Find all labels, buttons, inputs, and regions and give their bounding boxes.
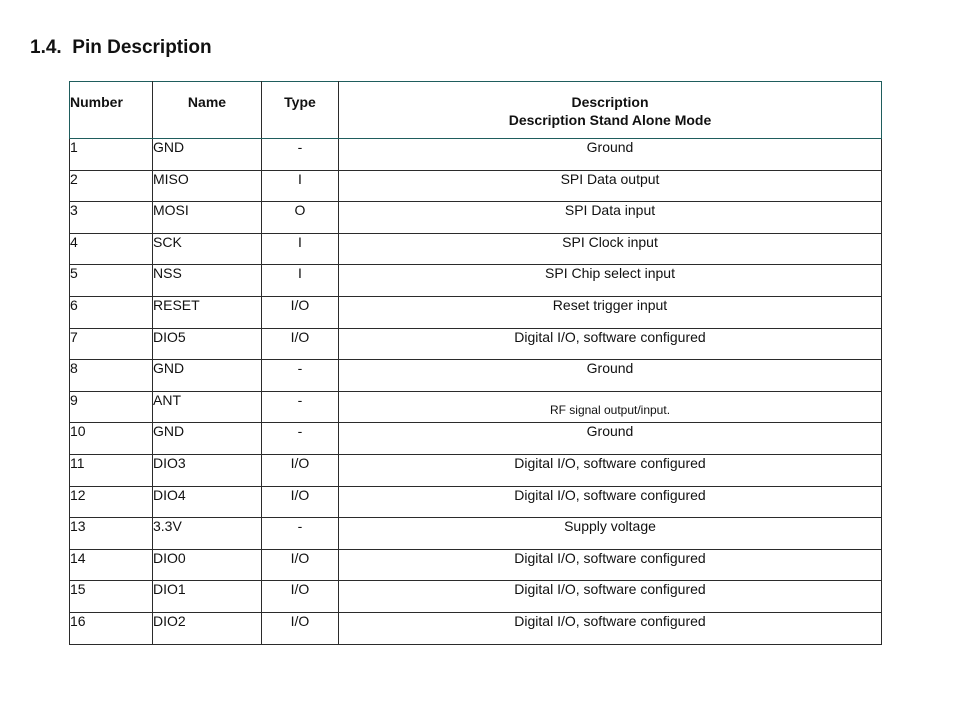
pin-description-cell: Reset trigger input	[339, 296, 882, 328]
pin-name-cell: 3.3V	[153, 518, 262, 550]
pin-description-cell: SPI Chip select input	[339, 265, 882, 297]
pin-name-cell: DIO3	[153, 454, 262, 486]
table-row	[70, 202, 882, 234]
pin-number-cell: 16	[70, 612, 153, 644]
pin-type-cell: I/O	[262, 581, 339, 613]
header-row	[70, 82, 882, 139]
pin-type-cell: -	[262, 360, 339, 392]
table-row	[70, 170, 882, 202]
pin-number-cell: 11	[70, 454, 153, 486]
header-description-subtitle: Description Stand Alone Mode	[508, 112, 712, 128]
pin-number-cell: 8	[70, 360, 153, 392]
pin-number-cell: 3	[70, 202, 153, 234]
pin-name-cell: GND	[153, 360, 262, 392]
pin-type-cell: I/O	[262, 328, 339, 360]
pin-number-cell: 15	[70, 581, 153, 613]
pin-name-cell: GND	[153, 139, 262, 171]
pin-type-cell: I	[262, 170, 339, 202]
pin-name-cell: MOSI	[153, 202, 262, 234]
pin-description-cell: Digital I/O, software configured	[339, 328, 882, 360]
table-row	[70, 423, 882, 455]
header-description	[339, 82, 882, 139]
pin-description-cell: RF signal output/input.	[339, 391, 882, 423]
pin-number-cell: 1	[70, 139, 153, 171]
pin-number-cell: 12	[70, 486, 153, 518]
pin-description-table	[69, 81, 882, 645]
pin-number-cell: 13	[70, 518, 153, 550]
pin-description-cell: SPI Data output	[339, 170, 882, 202]
header-description-title: Description	[571, 94, 649, 110]
pin-type-cell: -	[262, 139, 339, 171]
section-number: 1.4.	[30, 37, 62, 58]
pin-description-cell: Digital I/O, software configured	[339, 486, 882, 518]
pin-type-cell: -	[262, 518, 339, 550]
table-row	[70, 549, 882, 581]
table-row	[70, 265, 882, 297]
pin-type-cell: I/O	[262, 296, 339, 328]
pin-description-cell: Digital I/O, software configured	[339, 454, 882, 486]
pin-description-cell: Supply voltage	[339, 518, 882, 550]
pin-description-cell: Digital I/O, software configured	[339, 612, 882, 644]
pin-name-cell: DIO0	[153, 549, 262, 581]
table-row	[70, 233, 882, 265]
pin-name-cell: DIO5	[153, 328, 262, 360]
pin-number-cell: 4	[70, 233, 153, 265]
table-row	[70, 328, 882, 360]
pin-description-cell: Ground	[339, 139, 882, 171]
table-row	[70, 391, 882, 423]
pin-name-cell: ANT	[153, 391, 262, 423]
pin-number-cell: 10	[70, 423, 153, 455]
pin-name-cell: MISO	[153, 170, 262, 202]
pin-description-cell: Digital I/O, software configured	[339, 549, 882, 581]
pin-name-cell: RESET	[153, 296, 262, 328]
pin-name-cell: DIO2	[153, 612, 262, 644]
pin-name-cell: NSS	[153, 265, 262, 297]
table-row	[70, 518, 882, 550]
section-title: Pin Description	[72, 37, 212, 58]
table-row	[70, 139, 882, 171]
pin-number-cell: 9	[70, 391, 153, 423]
header-name: Name	[153, 82, 262, 139]
table-row	[70, 581, 882, 613]
pin-description-cell: Digital I/O, software configured	[339, 581, 882, 613]
pin-type-cell: -	[262, 391, 339, 423]
pin-number-cell: 7	[70, 328, 153, 360]
pin-name-cell: GND	[153, 423, 262, 455]
pin-number-cell: 6	[70, 296, 153, 328]
pin-name-cell: DIO1	[153, 581, 262, 613]
pin-type-cell: -	[262, 423, 339, 455]
pin-description-cell: SPI Data input	[339, 202, 882, 234]
header-number: Number	[70, 82, 153, 139]
table-row	[70, 486, 882, 518]
section-heading	[30, 36, 212, 60]
table-body	[70, 139, 882, 645]
pin-number-cell: 14	[70, 549, 153, 581]
table-row	[70, 360, 882, 392]
pin-type-cell: I/O	[262, 486, 339, 518]
pin-type-cell: I/O	[262, 454, 339, 486]
pin-name-cell: SCK	[153, 233, 262, 265]
pin-type-cell: I/O	[262, 549, 339, 581]
table-header	[70, 82, 882, 139]
pin-name-cell: DIO4	[153, 486, 262, 518]
pin-type-cell: I	[262, 233, 339, 265]
table-row	[70, 454, 882, 486]
table-row	[70, 296, 882, 328]
table-row	[70, 612, 882, 644]
pin-number-cell: 5	[70, 265, 153, 297]
pin-number-cell: 2	[70, 170, 153, 202]
pin-type-cell: I/O	[262, 612, 339, 644]
header-type: Type	[262, 82, 339, 139]
pin-description-cell: SPI Clock input	[339, 233, 882, 265]
pin-description-cell: Ground	[339, 423, 882, 455]
pin-type-cell: I	[262, 265, 339, 297]
pin-type-cell: O	[262, 202, 339, 234]
pin-description-cell: Ground	[339, 360, 882, 392]
